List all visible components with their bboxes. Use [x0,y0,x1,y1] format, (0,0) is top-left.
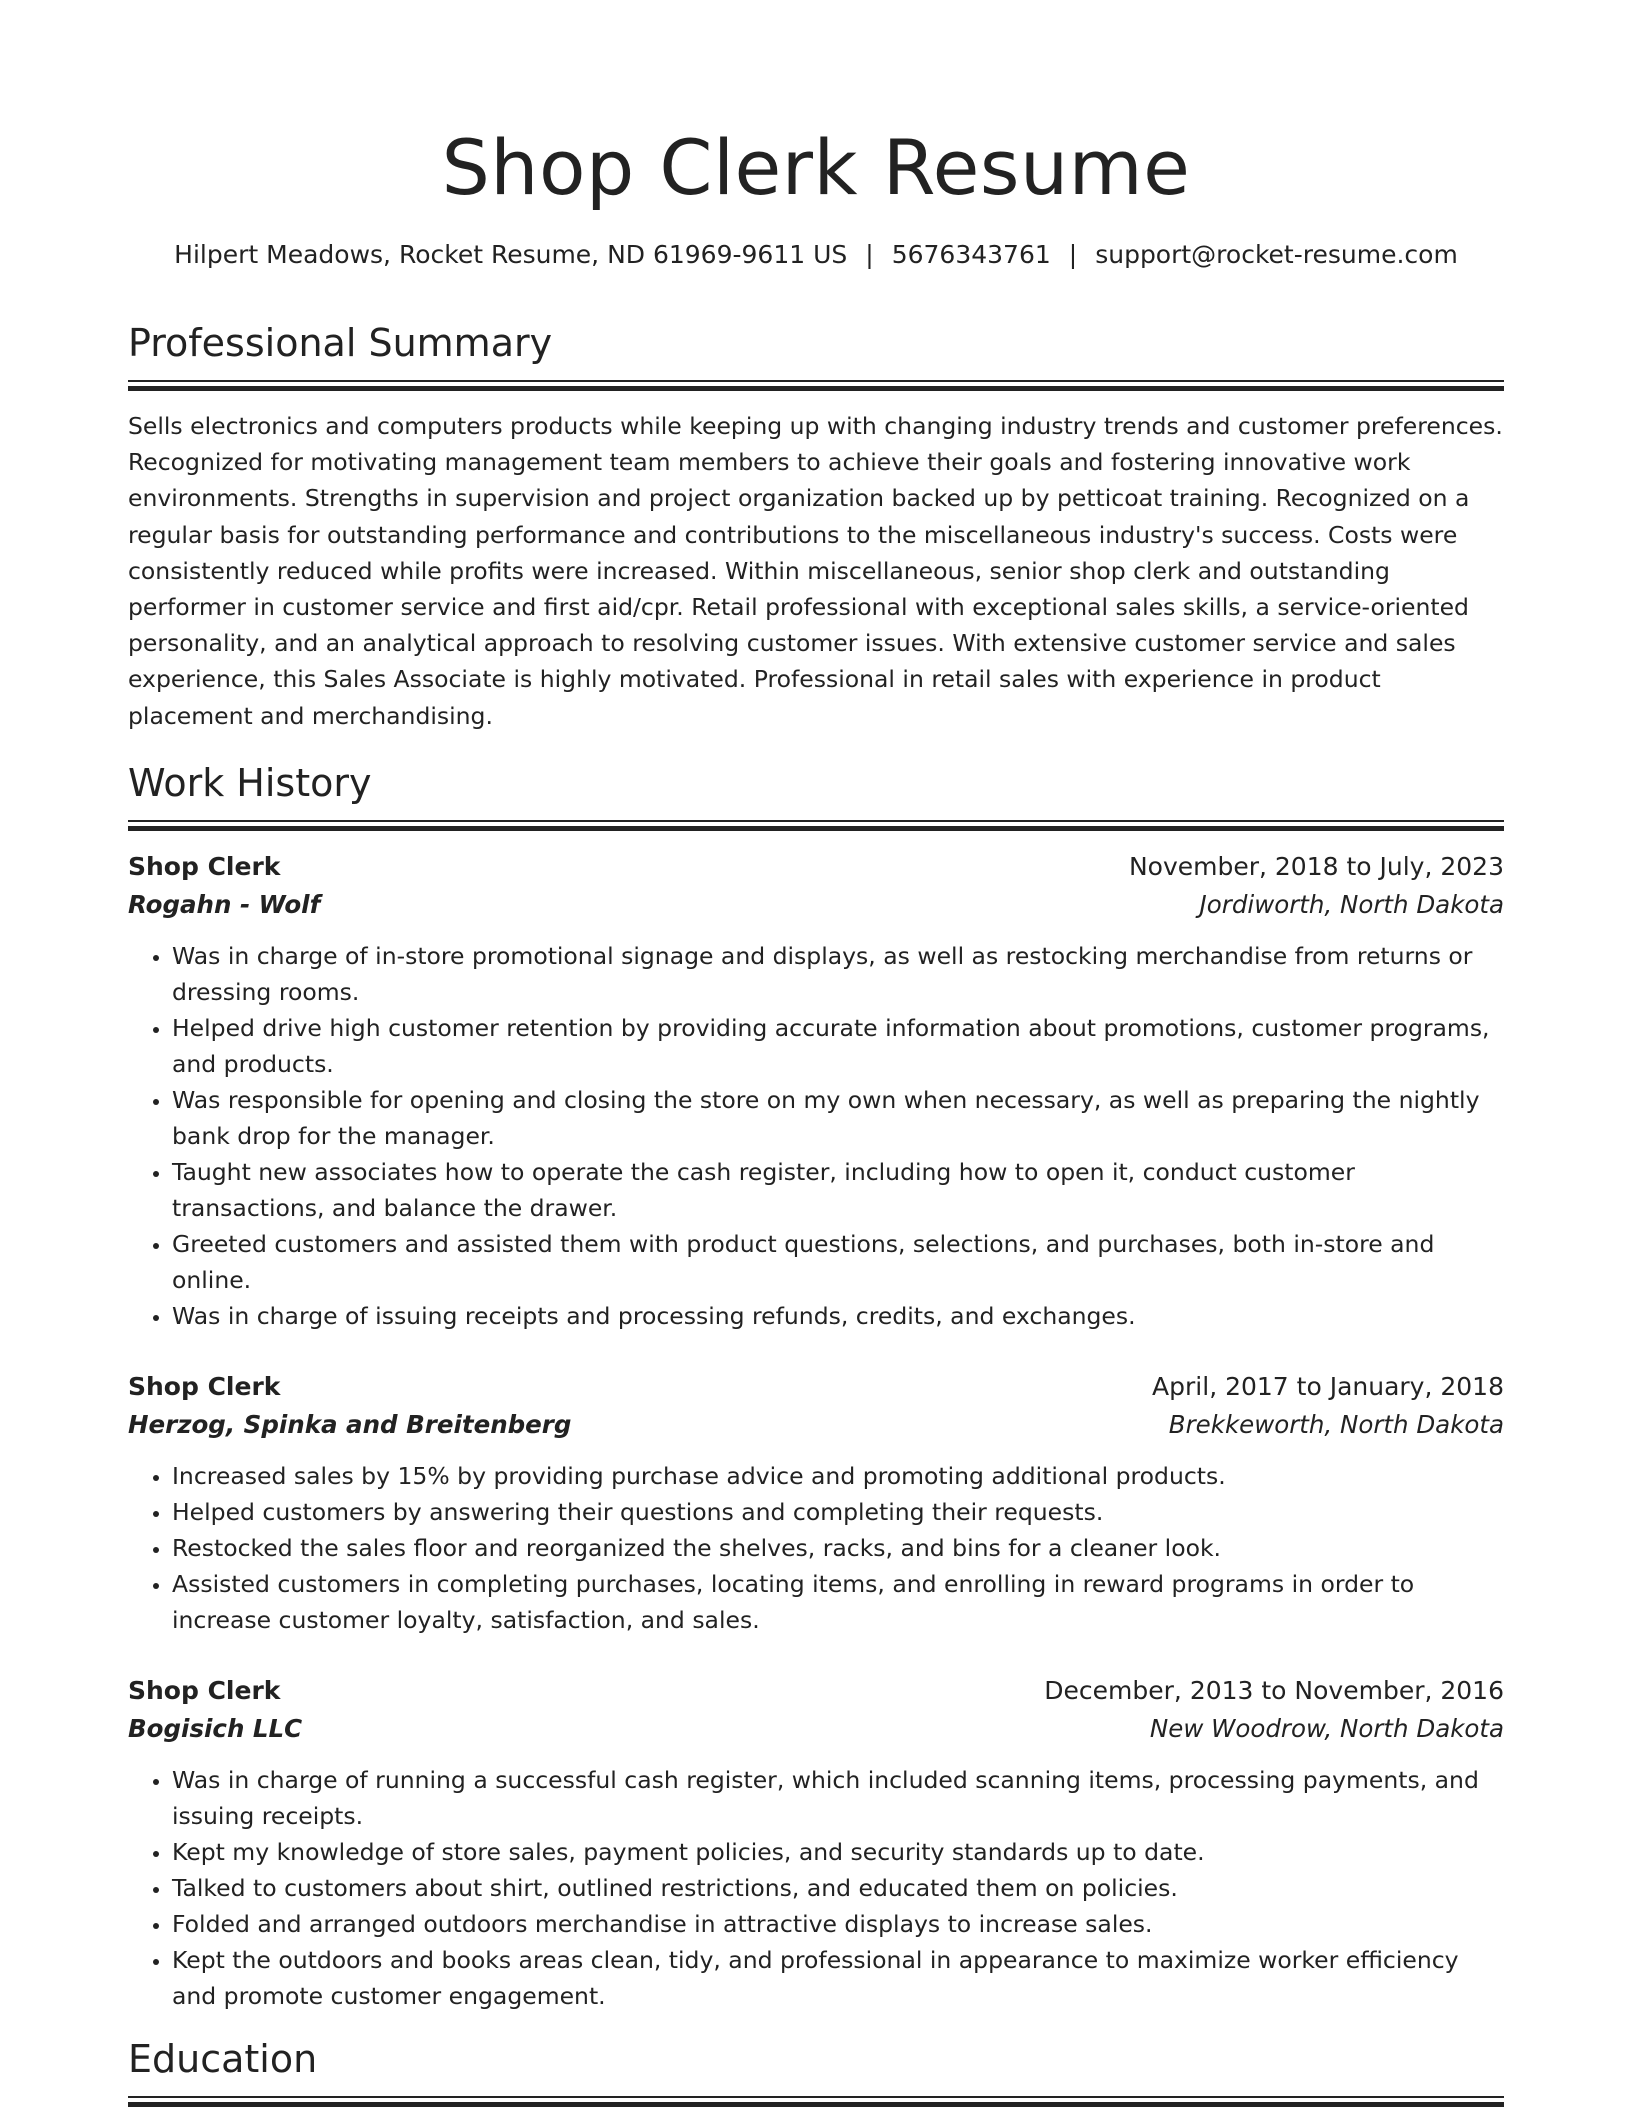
job-employer-row [128,886,1504,924]
job-location: New Woodrow, North Dakota [1149,1713,1504,1743]
job-duty-item: • Kept my knowledge of store sales, payment policies, and security standards up to date. [172,1834,1504,1870]
job-duty-item: • Taught new associates how to operate the cash register, including how to open it, conduct customer transactions, and balance the drawer. [172,1154,1504,1226]
job-duty-item: • Helped customers by answering their questions and completing their requests. [172,1494,1504,1530]
divider-thick-line [128,386,1504,391]
contact-separator: | [1068,240,1078,269]
job-duty-item: • Talked to customers about shirt, outlined restrictions, and educated them on policies. [172,1870,1504,1906]
education-section-header [128,2036,1504,2106]
job-duty-item: • Assisted customers in completing purchases, locating items, and enrolling in reward programs in order to increase customer loyalty, satisfaction, and sales. [172,1566,1504,1638]
job-duties-list [128,1762,1504,2014]
job-entry [128,1368,1504,1638]
job-duty-item: • Greeted customers and assisted them with product questions, selections, and purchases, both in-store and online. [172,1226,1504,1298]
job-entry [128,848,1504,1334]
job-dates: November, 2018 to July, 2023 [1128,851,1504,881]
job-entry [128,1672,1504,2014]
job-title: Shop Clerk [128,1371,281,1401]
job-employer: Rogahn - Wolf [128,889,321,919]
job-location: Brekkeworth, North Dakota [1168,1409,1504,1439]
job-title-row [128,1368,1504,1406]
work-history-section-header [128,760,1504,830]
job-duty-item: • Folded and arranged outdoors merchandise in attractive displays to increase sales. [172,1906,1504,1942]
job-dates: April, 2017 to January, 2018 [1152,1371,1504,1401]
job-employer-row [128,1406,1504,1444]
contact-separator: | [865,240,874,269]
summary-section-header [128,320,1504,390]
job-location: Jordiworth, North Dakota [1199,889,1504,919]
education-heading: Education [128,2036,318,2081]
resume-title: Shop Clerk Resume [441,123,1191,212]
job-employer: Herzog, Spinka and Breitenberg [128,1409,572,1439]
section-divider [128,2096,1504,2106]
contact-address: Hilpert Meadows, Rocket Resume, ND 61969-9611 US [174,240,848,269]
work-history-heading: Work History [128,760,372,805]
job-title-row [128,848,1504,886]
summary-text: Sells electronics and computers products while keeping up with changing industry trends and customer preferences. Recognized for motivating management team members to achieve their goals and fostering innovative work environments. Strengths in supervision and project organization backed up by petticoat training. Recognized on a regular basis for outstanding performance and contributions to the miscellaneous industry's success. Costs were consistently reduced while profits were increased. Within miscellaneous, senior shop clerk and outstanding performer in customer service and first aid/cpr. Retail professional with exceptional sales skills, a service-oriented personality, and an analytical approach to resolving customer issues. With extensive customer service and sales experience, this Sales Associate is highly motivated. Professional in retail sales with experience in product placement and merchandising. [128,412,1503,730]
job-duty-item: • Helped drive high customer retention by providing accurate information about promotions, customer programs, and products. [172,1010,1504,1082]
job-duty-item: • Was responsible for opening and closing the store on my own when necessary, as well as preparing the nightly bank drop for the manager. [172,1082,1504,1154]
job-employer: Bogisich LLC [128,1713,303,1743]
divider-thin-line [128,820,1504,822]
divider-thick-line [128,2102,1504,2107]
job-duties-list [128,1458,1504,1638]
job-dates: December, 2013 to November, 2016 [1044,1675,1504,1705]
contact-email: support@rocket-resume.com [1095,240,1458,269]
section-divider [128,820,1504,830]
job-duties-list [128,938,1504,1334]
contact-phone: 5676343761 [891,240,1051,269]
work-history-list [128,848,1504,2014]
job-title-row [128,1672,1504,1710]
summary-heading: Professional Summary [128,321,553,365]
job-employer-row [128,1710,1504,1748]
job-duty-item: • Was in charge of in-store promotional signage and displays, as well as restocking merchandise from returns or dressing rooms. [172,938,1504,1010]
contact-line [128,238,1504,272]
job-duty-item: • Was in charge of running a successful cash register, which included scanning items, processing payments, and issuing receipts. [172,1762,1504,1834]
job-duty-item: • Restocked the sales floor and reorganized the shelves, racks, and bins for a cleaner look. [172,1530,1504,1566]
divider-thin-line [128,2096,1504,2098]
section-divider [128,380,1504,390]
job-title: Shop Clerk [128,851,281,881]
job-duty-item: • Kept the outdoors and books areas clean, tidy, and professional in appearance to maximize worker efficiency and promote customer engagement. [172,1942,1504,2014]
job-duty-item: • Increased sales by 15% by providing purchase advice and promoting additional products. [172,1458,1504,1494]
job-duty-item: • Was in charge of issuing receipts and processing refunds, credits, and exchanges. [172,1298,1504,1334]
divider-thin-line [128,380,1504,382]
job-title: Shop Clerk [128,1675,281,1705]
divider-thick-line [128,826,1504,831]
